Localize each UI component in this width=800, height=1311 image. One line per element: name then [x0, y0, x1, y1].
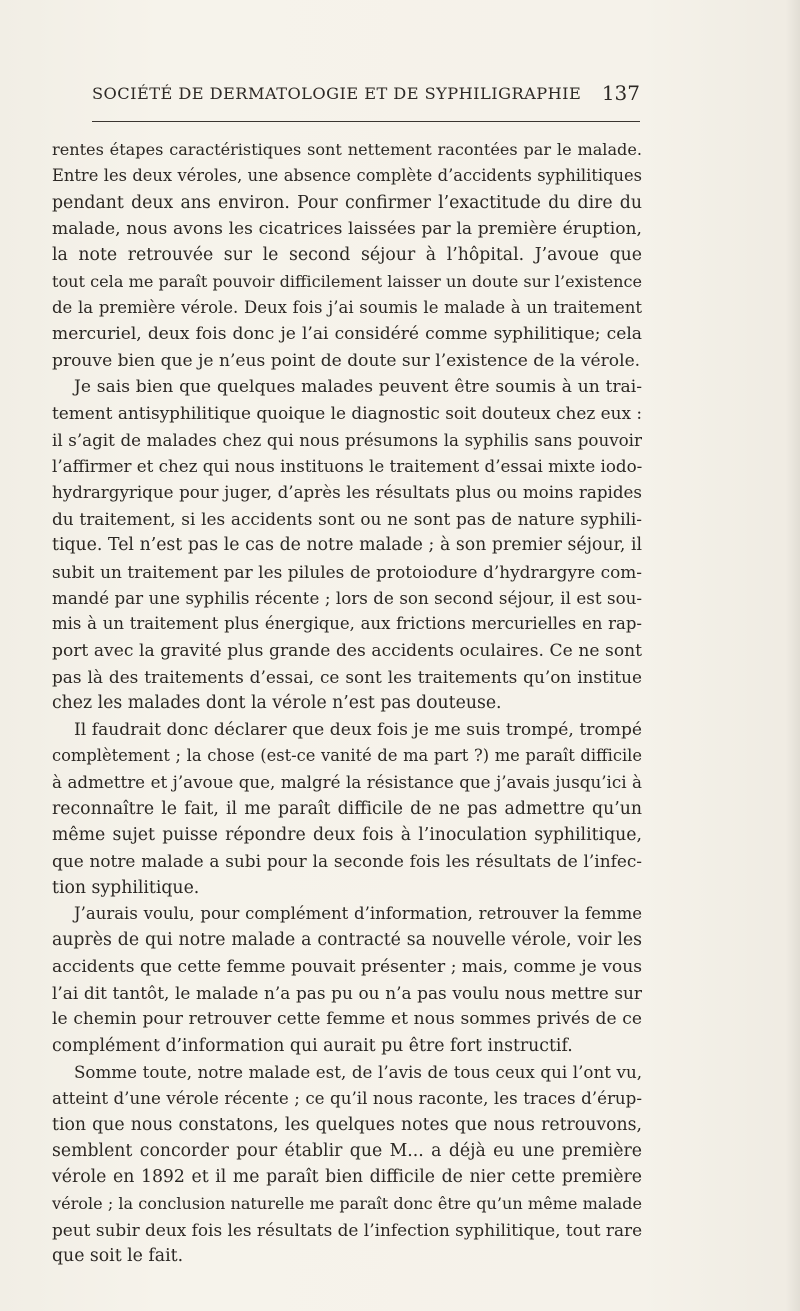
- text-line: de la première vérole. Deux fois j’ai soumis le malade à un traitement: [52, 298, 642, 318]
- text-line: Somme toute, notre malade est, de l’avis de tous ceux qui l’ont vu,: [74, 1062, 642, 1083]
- text-line: prouve bien que je n’eus point de doute sur l’existence de la vérole.: [52, 350, 641, 371]
- running-head: [92, 81, 640, 110]
- text-line: pas là des traitements d’essai, ce sont les traitements qu’on institue: [52, 666, 642, 687]
- text-line: accidents que cette femme pouvait présenter ; mais, comme je vous: [52, 956, 642, 977]
- text-line: que notre malade a subi pour la seconde fois les résultats de l’infec-: [52, 851, 642, 872]
- text-line: mis à un traitement plus énergique, aux frictions mercurielles en rap-: [52, 614, 642, 634]
- text-line: atteint d’une vérole récente ; ce qu’il nous raconte, les traces d’érup-: [52, 1088, 642, 1109]
- text-line: du traitement, si les accidents sont ou ne sont pas de nature syphili-: [52, 508, 642, 529]
- text-line: que soit le fait.: [52, 1246, 184, 1267]
- text-line: il s’agit de malades chez qui nous présumons la syphilis sans pouvoir: [52, 429, 642, 450]
- text-line: vérole en 1892 et il me paraît bien difficile de nier cette première: [52, 1167, 642, 1188]
- text-line: Entre les deux véroles, une absence complète d’accidents syphilitiques: [52, 166, 642, 186]
- text-line: Il faudrait donc déclarer que deux fois je me suis trompé, trompé: [74, 719, 642, 740]
- page-number: 137: [601, 81, 640, 105]
- text-line: mandé par une syphilis récente ; lors de son second séjour, il est sou-: [52, 587, 642, 608]
- text-line: peut subir deux fois les résultats de l’infection syphilitique, tout rare: [52, 1220, 643, 1241]
- text-line: pendant deux ans environ. Pour confirmer l’exactitude du dire du: [52, 192, 642, 213]
- text-line: auprès de qui notre malade a contracté sa nouvelle vérole, voir les: [52, 930, 642, 951]
- text-line: à admettre et j’avoue que, malgré la résistance que j’avais jusqu’ici à: [52, 772, 642, 793]
- running-title: SOCIÉTÉ DE DERMATOLOGIE ET DE SYPHILIGRAPHIE: [92, 84, 582, 103]
- text-line: hydrargyrique pour juger, d’après les résultats plus ou moins rapides: [52, 482, 642, 503]
- text-line: Je sais bien que quelques malades peuvent être soumis à un trai-: [74, 377, 642, 398]
- header-rule: [92, 121, 640, 122]
- body-text: [52, 137, 642, 1270]
- text-line: tion syphilitique.: [52, 877, 200, 898]
- text-line: complètement ; la chose (est-ce vanité de ma part ?) me paraît difficile: [52, 745, 642, 765]
- text-line: l’ai dit tantôt, le malade n’a pas pu ou n’a pas voulu nous mettre sur: [52, 983, 642, 1003]
- text-line: complément d’information qui aurait pu être fort instructif.: [52, 1035, 573, 1056]
- text-line: tout cela me paraît pouvoir difficilement laisser un doute sur l’existence: [52, 271, 642, 291]
- text-line: port avec la gravité plus grande des accidents oculaires. Ce ne sont: [52, 640, 642, 661]
- text-line: rentes étapes caractéristiques sont nettement racontées par le malade.: [52, 140, 642, 159]
- text-line: reconnaître le fait, il me paraît difficile de ne pas admettre qu’un: [52, 798, 642, 819]
- text-line: malade, nous avons les cicatrices laissées par la première éruption,: [52, 219, 642, 240]
- text-line: même sujet puisse répondre deux fois à l’inoculation syphilitique,: [52, 824, 642, 845]
- text-line: subit un traitement par les pilules de protoiodure d’hydrargyre com-: [52, 561, 642, 582]
- text-line: l’affirmer et chez qui nous instituons le traitement d’essai mixte iodo-: [52, 456, 643, 477]
- text-line: la note retrouvée sur le second séjour à l’hôpital. J’avoue que: [52, 245, 642, 266]
- text-line: J’aurais voulu, pour complément d’information, retrouver la femme: [74, 903, 642, 923]
- text-line: mercuriel, deux fois donc je l’ai considéré comme syphilitique; cela: [52, 324, 642, 345]
- text-line: le chemin pour retrouver cette femme et nous sommes privés de ce: [52, 1009, 642, 1030]
- text-line: tement antisyphilitique quoique le diagnostic soit douteux chez eux :: [52, 403, 643, 424]
- text-line: tion que nous constatons, les quelques notes que nous retrouvons,: [52, 1114, 642, 1135]
- text-line: semblent concorder pour établir que M... a déjà eu une première: [52, 1141, 642, 1162]
- text-line: vérole ; la conclusion naturelle me paraît donc être qu’un même malade: [52, 1193, 642, 1213]
- text-line: chez les malades dont la vérole n’est pas douteuse.: [52, 693, 502, 714]
- page-edge-shadow: [786, 0, 800, 1311]
- text-line: tique. Tel n’est pas le cas de notre malade ; à son premier séjour, il: [52, 535, 642, 556]
